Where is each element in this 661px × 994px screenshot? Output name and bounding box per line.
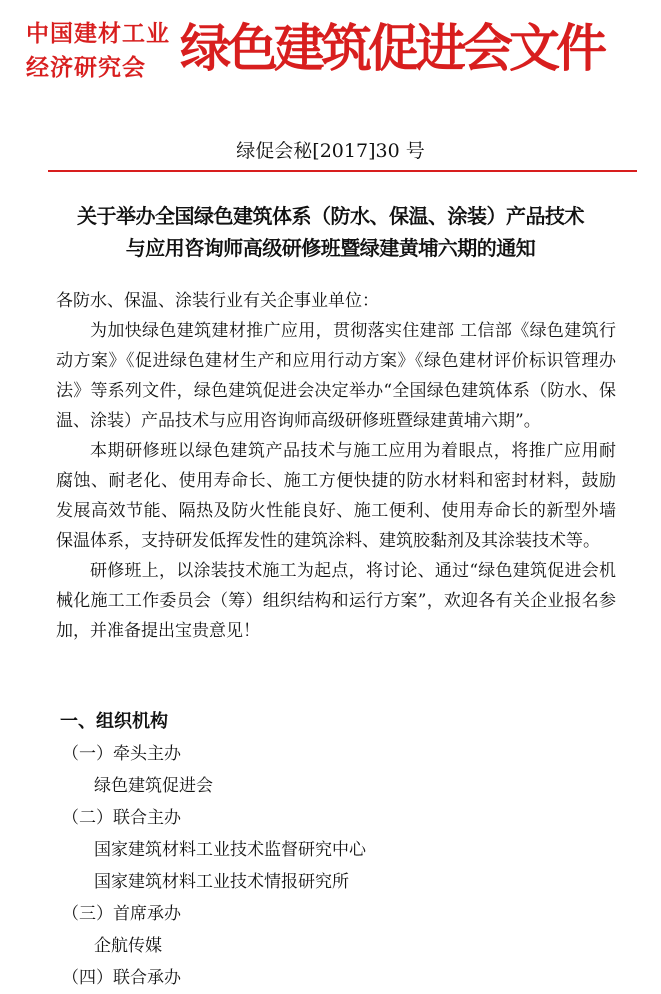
notice-title	[30, 200, 631, 264]
body-paragraph-3: 研修班上，以涂装技术施工为起点，将讨论、通过“绿色建筑促进会机械化施工工作委员会（筹）组织结构和运行方案”，欢迎各有关企业报名参加，并准备提出宝贵意见！	[56, 561, 616, 641]
subsection-label: （一）牵头主办	[62, 744, 181, 764]
notice-title-line2: 与应用咨询师高级研修班暨绿建黄埔六期的通知	[125, 236, 536, 260]
subsection-label: （四）联合承办	[62, 968, 181, 988]
organization-item: 国家建筑材料工业技术情报研究所	[94, 872, 349, 892]
organization-item: 企航传媒	[94, 936, 162, 956]
section-heading: 一、组织机构	[60, 711, 168, 732]
org-name-line1: 中国建材工业	[26, 21, 170, 47]
notice-title-line1: 关于举办全国绿色建筑体系（防水、保温、涂装）产品技术	[77, 204, 584, 228]
subsection-label: （二）联合主办	[62, 808, 181, 828]
document-type-title: 绿色建筑促进会文件	[180, 20, 604, 79]
red-divider	[48, 170, 637, 172]
subsection-label: （三）首席承办	[62, 904, 181, 924]
organization-item: 绿色建筑促进会	[94, 776, 213, 796]
notice-body	[56, 286, 616, 646]
document-number: 绿促会秘[2017]30 号	[236, 140, 425, 162]
org-name-line2: 经济研究会	[26, 55, 146, 81]
letterhead	[0, 0, 661, 110]
issuing-organization	[26, 17, 188, 85]
addressee: 各防水、保温、涂装行业有关企事业单位：	[56, 291, 379, 311]
section-organization	[56, 706, 616, 994]
body-paragraph-1: 为加快绿色建筑建材推广应用，贯彻落实住建部 工信部《绿色建筑行动方案》《促进绿色建材生产和应用行动方案》《绿色建材评价标识管理办法》等系列文件，绿色建筑促进会决定举办“全国绿色建筑体系（防水、保温、涂装）产品技术与应用咨询师高级研修班暨绿建黄埔六期”。	[56, 321, 616, 431]
organization-item: 国家建筑材料工业技术监督研究中心	[94, 840, 366, 860]
body-paragraph-2: 本期研修班以绿色建筑产品技术与施工应用为着眼点，将推广应用耐腐蚀、耐老化、使用寿命长、施工方便快捷的防水材料和密封材料，鼓励发展高效节能、隔热及防火性能良好、施工便利、使用寿命长的新型外墙保温体系，支持研发低挥发性的建筑涂料、建筑胶黏剂及其涂装技术等。	[56, 441, 616, 551]
